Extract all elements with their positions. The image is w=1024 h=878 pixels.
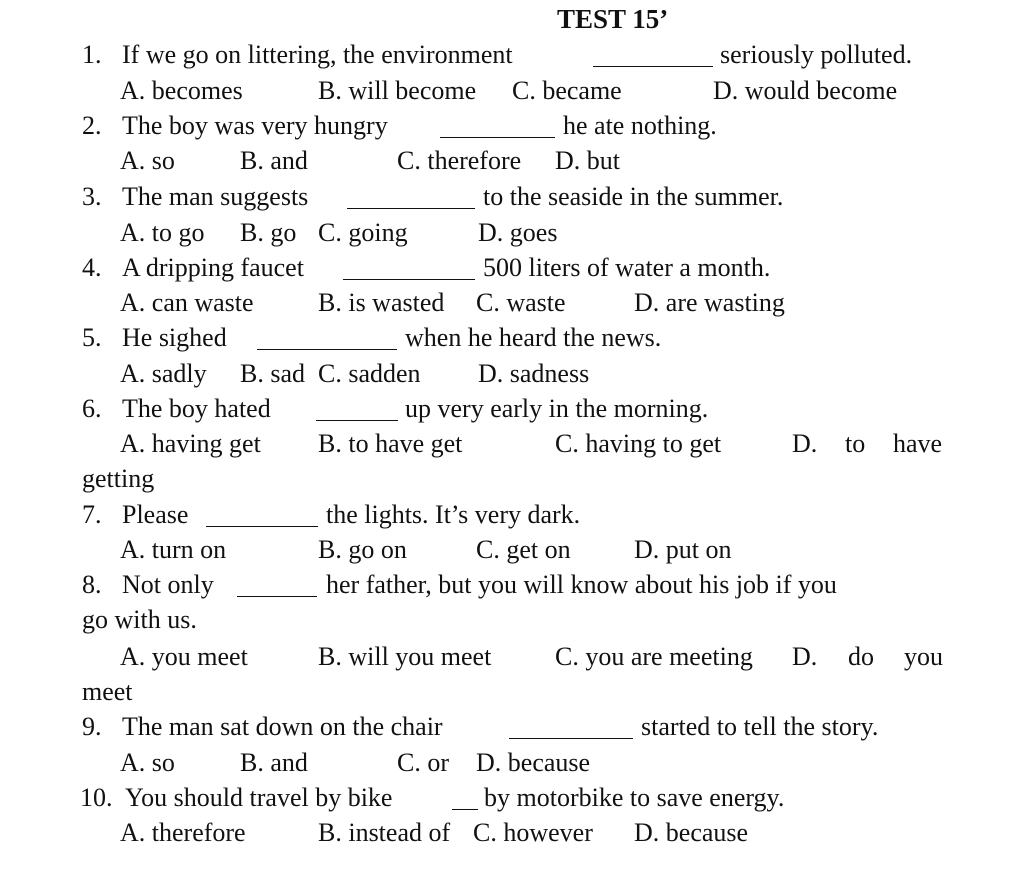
question-stem-start: You should travel by bike: [125, 783, 393, 812]
answer-blank: [452, 809, 478, 810]
option-d-continuation: getting: [82, 464, 155, 493]
question-number: 6.: [82, 394, 102, 423]
option-b: B. will you meet: [318, 642, 492, 671]
question-stem-start: The boy hated: [122, 394, 271, 423]
answer-blank: [347, 208, 475, 209]
option-d-word-2: have: [893, 429, 943, 458]
option-a: A. sadly: [120, 359, 207, 388]
question-stem-end: her father, but you will know about his job if you: [326, 570, 837, 599]
option-a: A. turn on: [120, 535, 227, 564]
question-stem-start: A dripping faucet: [122, 253, 304, 282]
answer-blank: [440, 137, 555, 138]
question-stem-start: He sighed: [122, 323, 227, 352]
option-b: B. will become: [318, 76, 477, 105]
answer-blank: [316, 420, 398, 421]
question-stem-start: Not only: [122, 570, 214, 599]
question-stem-start: The man sat down on the chair: [122, 712, 443, 741]
option-b: B. instead of: [318, 818, 451, 847]
question-stem-start: The man suggests: [122, 182, 309, 211]
option-a: A. can waste: [120, 288, 254, 317]
option-c: C. however: [473, 818, 593, 847]
question-stem-end: the lights. It’s very dark.: [326, 500, 581, 529]
option-c: C. having to get: [555, 429, 722, 458]
option-b: B. and: [240, 146, 308, 175]
option-d-word-2: you: [904, 642, 943, 671]
option-c: C. therefore: [397, 146, 522, 175]
answer-blank: [593, 66, 713, 67]
question-stem-end: up very early in the morning.: [405, 394, 709, 423]
option-d: D. because: [476, 748, 591, 777]
question-stem-start: If we go on littering, the environment: [122, 40, 513, 69]
question-number: 8.: [82, 570, 102, 599]
option-b: B. sad: [240, 359, 305, 388]
option-c: C. or: [397, 748, 449, 777]
answer-blank: [237, 596, 317, 597]
option-c: C. going: [318, 218, 408, 247]
question-stem-end: when he heard the news.: [405, 323, 662, 352]
question-number: 2.: [82, 111, 102, 140]
question-stem-end: to the seaside in the summer.: [483, 182, 784, 211]
page-title: TEST 15’: [557, 4, 669, 34]
question-stem-start: Please: [122, 500, 189, 529]
option-d: D. would become: [713, 76, 898, 105]
option-c: C. get on: [476, 535, 571, 564]
question-number: 5.: [82, 323, 102, 352]
option-b: B. to have get: [318, 429, 463, 458]
option-c: C. became: [512, 76, 622, 105]
question-stem-end: 500 liters of water a month.: [483, 253, 771, 282]
option-a: A. to go: [120, 218, 205, 247]
option-d-continuation: meet: [82, 677, 133, 706]
question-number: 1.: [82, 40, 102, 69]
option-d: D. goes: [478, 218, 558, 247]
question-stem-end: started to tell the story.: [641, 712, 879, 741]
answer-blank: [343, 279, 475, 280]
option-d: D. because: [634, 818, 749, 847]
question-stem-end: seriously polluted.: [720, 40, 913, 69]
option-d-letter: D.: [792, 642, 818, 671]
question-number: 9.: [82, 712, 102, 741]
answer-blank: [257, 349, 397, 350]
option-a: A. so: [120, 748, 175, 777]
answer-blank: [206, 526, 318, 527]
option-a: A. you meet: [120, 642, 248, 671]
answer-blank: [509, 738, 633, 739]
option-d: D. sadness: [478, 359, 590, 388]
option-c: C. sadden: [318, 359, 421, 388]
question-number: 10.: [80, 783, 113, 812]
option-b: B. go on: [318, 535, 407, 564]
question-stem-continuation: go with us.: [82, 605, 197, 634]
option-b: B. and: [240, 748, 308, 777]
option-d: D. put on: [634, 535, 732, 564]
question-number: 7.: [82, 500, 102, 529]
option-d-word-1: to: [845, 429, 866, 458]
option-d: D. are wasting: [634, 288, 785, 317]
option-a: A. having get: [120, 429, 261, 458]
option-a: A. becomes: [120, 76, 243, 105]
option-c: C. you are meeting: [555, 642, 753, 671]
question-number: 4.: [82, 253, 102, 282]
option-a: A. therefore: [120, 818, 246, 847]
question-stem-end: he ate nothing.: [563, 111, 717, 140]
option-d-letter: D.: [792, 429, 818, 458]
option-b: B. is wasted: [318, 288, 445, 317]
option-c: C. waste: [476, 288, 566, 317]
option-b: B. go: [240, 218, 297, 247]
question-stem-end: by motorbike to save energy.: [484, 783, 785, 812]
question-stem-start: The boy was very hungry: [122, 111, 388, 140]
option-d: D. but: [555, 146, 620, 175]
question-number: 3.: [82, 182, 102, 211]
option-d-word-1: do: [848, 642, 874, 671]
option-a: A. so: [120, 146, 175, 175]
